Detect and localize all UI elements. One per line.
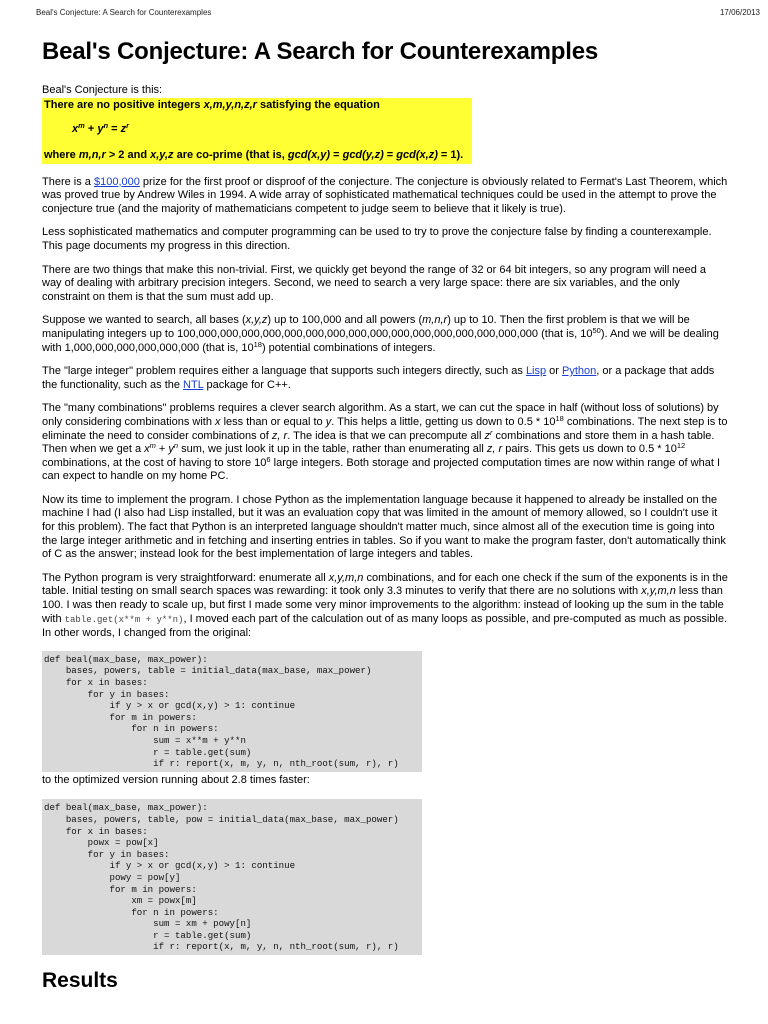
paragraph-nontrivial: There are two things that make this non-trivial. First, we quickly get beyond the range of 32 or 64 bit integers, so any program will need a way of dealing with arbitrary precision integers. Second, we need to search a very large space: there are six variables, and the only constraint on them is that the sum must add up. [42,263,707,303]
ntl-link[interactable]: NTL [183,378,204,391]
header-doc-title: Beal's Conjecture: A Search for Counterexamples [36,8,212,17]
inline-code: table.get(x**m + y**n) [64,614,184,625]
conjecture-equation: $x^m + y^n = z^r$ [72,120,130,135]
paragraph-combinations: The "many combinations" problems requires a clever search algorithm. As a start, we can cut the space in half (without loss of solutions) by only considering combinations with x less than or equal to y. This helps a little, getting us down to $0.5 * 10^{18}$ combinations. The next step is to eliminate the need to consider combinations of z, r. The idea is that we can precompute all $z^r$ combinations and store them in a hash table. Then when we get a $x^m + y^n$ sum, we just look it up in the table, rather than enumerating all z, r pairs. This gets us down to $0.5 * 10^{12}$ combinations, at the cost of having to store $10^6$ large integers. Both storage and projected computation times are now within range of what I can expect to handle on my home PC. [42,402,728,483]
main-content [42,38,728,993]
prize-link[interactable]: $100,000 [93,175,140,188]
conjecture-box [42,98,472,164]
paragraph-python-program: The Python program is very straightforward: enumerate all x,y,m,n combinations, and for each one check if the sum of the exponents is in the table. Initial testing on small search spaces was rewarding: it took only 3.3 minutes to verify that there are no solutions with x,y,m,n less than 100. I was then ready to scale up, but first I made some very minor improvements to the algorithm: instead of looking up the sum in the table with table.get(x**m + y**n), I moved each part of the calculation out of as many loops as possible, and pre-computed as much as possible. In other words, I changed from the original: [42,571,728,640]
conjecture-statement: There are no positive integers x,m,y,n,z,r satisfying the equation [44,98,380,111]
page-header [36,8,760,20]
paragraph-search-space: Suppose we wanted to search, all bases (x,y,z) up to 100,000 and all powers (m,n,r) up to 10. Then the first problem is that we will be manipulating integers up to 100,000,000,000,000,000,000,000,000,000,000,000,000,000,000,000,000 (that is, $10^{50}$). And we will be dealing with 1,000,000,000,000,000,000 (that is, $10^{18}$) potential combinations of integers. [42,314,719,354]
python-link[interactable]: Python [562,365,597,378]
transition-text: to the optimized version running about 2.8 times faster: [42,773,310,786]
header-date: 17/06/2013 [719,8,760,17]
code-block-optimized: def beal(max_base, max_power): bases, powers, table, pow = initial_data(max_base, max_power) for x in bases: powx = pow[x] for y in bases: if y > x or gcd(x,y) > 1: continue powy = pow[y] for m in powers: xm = powx[m] for n in powers: sum = xm + powy[n] r = table.get(sum) if r: report(x, m, y, n, nth_root(sum, r), r) [42,799,422,955]
page-title: Beal's Conjecture: A Search for Counterexamples [42,38,599,65]
paragraph-prize: There is a $100,000 prize for the first proof or disproof of the conjecture. The conjecture is obviously related to Fermat's Last Theorem, which was proved true by Andrew Wiles in 1994. A wide array of sophisticated mathematical techniques could be used in the attempt to prove the conjecture true (and the majority of mathematicians competent to judge seem to believe that it likely is true). [42,175,728,215]
intro-text: Beal's Conjecture is this: [42,84,163,96]
lisp-link[interactable]: Lisp [525,365,547,378]
conjecture-condition: where m,n,r > 2 and x,y,z are co-prime (that is, gcd(x,y) = gcd(y,z) = gcd(x,z) = 1). [44,148,464,161]
code-block-original: def beal(max_base, max_power): bases, powers, table = initial_data(max_base, max_power) for x in bases: for y in bases: if y > x or gcd(x,y) > 1: continue for m in powers: for n in powers: sum = x**m + y**n r = table.get(sum) if r: report(x, m, y, n, nth_root(sum, r), r) [42,651,422,772]
paragraph-approach: Less sophisticated mathematics and computer programming can be used to try to prove the conjecture false by finding a counterexample. This page documents my progress in this direction. [42,226,712,252]
paragraph-large-integer: The "large integer" problem requires either a language that supports such integers directly, such as Lisp or Python, or a package that adds the functionality, such as the NTL package for C++. [42,365,715,391]
paragraph-implementation: Now its time to implement the program. I chose Python as the implementation language because it happened to already be installed on the machine I had (I also had Lisp installed, but it was an evaluation copy that was limited in the amount of memory allowed, so I couldn't use it for this problem). The fact that Python is an interpreted language shouldn't matter much, since almost all of the execution time is going into the large integer arithmetic and in fetching and inserting entries in tables. So if you want to make the program faster, don't automatically think of C as the answer; instead look for the best implementation of large integers and tables. [42,493,726,561]
results-heading: Results [42,969,118,993]
